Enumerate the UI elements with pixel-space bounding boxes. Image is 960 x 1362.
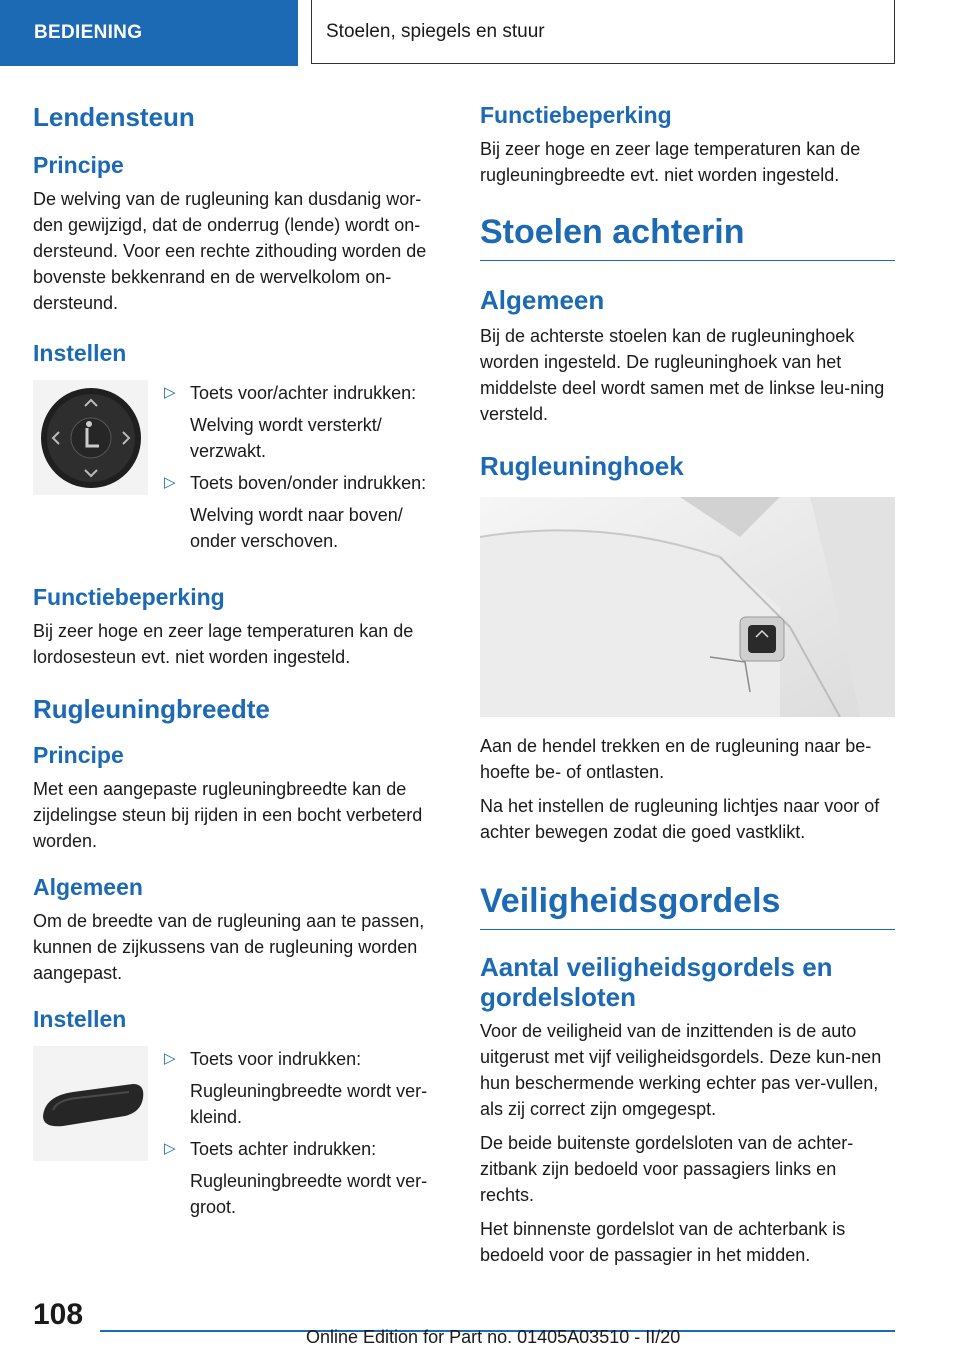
subsection-title-instellen: Instellen [33, 340, 127, 366]
instellen-lendensteun [33, 380, 447, 560]
right-column [480, 100, 895, 1276]
step-action: Toets boven/onder indrukken: [190, 473, 427, 493]
step-action: Toets voor indrukken: [190, 1049, 362, 1069]
instellen-steps-2 [162, 1046, 447, 1226]
subsection-title-instellen-2: Instellen [33, 1006, 127, 1032]
page-header [0, 0, 960, 66]
width-switch-icon [33, 1046, 148, 1161]
paragraph-hoek-2: Na het instellen de rugleuning lichtjes naar voor of achter bewegen zodat die goed vastklikt. [480, 796, 880, 842]
subsection-title-functiebeperking: Functiebeperking [33, 584, 225, 610]
paragraph-algemeen: Om de breedte van de rugleuning aan te passen, kunnen de zijkussens van de rugleuning worden aangepast. [33, 911, 425, 983]
subsection-title-algemeen-2: Algemeen [480, 285, 605, 315]
paragraph-functiebeperking: Bij zeer hoge en zeer lage temperaturen kan de lordosesteun evt. niet worden ingesteld. [33, 621, 414, 667]
triangle-bullet-icon: ▷ [164, 384, 176, 401]
paragraph-functiebeperking-2: Bij zeer hoge en zeer lage temperaturen kan de rugleuningbreedte evt. niet worden ingesteld. [480, 139, 861, 185]
step-result: Rugleuningbreedte wordt ver‐kleind. [190, 1081, 428, 1127]
step-action: Toets achter indrukken: [190, 1139, 377, 1159]
section-title-lendensteun: Lendensteun [33, 102, 195, 132]
paragraph-algemeen-2: Bij de achterste stoelen kan de rugleuninghoek worden ingesteld. De rugleuninghoek van het middelste deel wordt samen met de linkse leu‐ning versteld. [480, 326, 885, 424]
instellen-rugleuningbreedte [33, 1046, 447, 1226]
triangle-bullet-icon: ▷ [164, 1140, 176, 1157]
footer-edition: Online Edition for Part no. 01405A03510 - II/20 [306, 1327, 681, 1347]
subsection-title-functiebeperking-2: Functiebeperking [480, 102, 672, 128]
step-result: Welving wordt naar boven/ onder verschoven. [190, 505, 403, 551]
step-action: Toets voor/achter indrukken: [190, 383, 417, 403]
step-result: Rugleuningbreedte wordt ver‐groot. [190, 1171, 428, 1217]
subsection-title-aantal: Aantal veiligheidsgordels en gordelsloten [480, 952, 833, 1012]
width-switch-image [33, 1046, 148, 1161]
subsection-title-principe: Principe [33, 152, 124, 178]
chapter-tab: Stoelen, spiegels en stuur [311, 0, 895, 64]
paragraph-principe-2: Met een aangepaste rugleuningbreedte kan de zijdelingse steun bij rijden in een bocht verbeterd worden. [33, 779, 423, 851]
list-item [162, 380, 447, 464]
rear-seat-lever-photo [480, 497, 895, 717]
paragraph-aantal-3: Het binnenste gordelslot van de achterbank is bedoeld voor de passagier in het midden. [480, 1219, 846, 1265]
paragraph-hoek-1: Aan de hendel trekken en de rugleuning naar be‐hoefte be- of ontlasten. [480, 736, 872, 782]
step-result: Welving wordt versterkt/ verzwakt. [190, 415, 382, 461]
triangle-bullet-icon: ▷ [164, 474, 176, 491]
list-item [162, 1136, 447, 1220]
lumbar-switch-image [33, 380, 148, 495]
page-number: 108 [33, 1298, 84, 1331]
section-title-veiligheidsgordels: Veiligheidsgordels [480, 879, 895, 930]
subsection-title-algemeen: Algemeen [33, 874, 143, 900]
paragraph-principe: De welving van de rugleuning kan dusdanig wor‐den gewijzigd, dat de onderrug (lende) wordt on‐dersteund. Voor een rechte zithouding worden de bovenste bekkenrand en de wervelkolom on‐dersteund. [33, 189, 427, 313]
seat-lever-illustration [480, 497, 895, 717]
left-column [33, 100, 447, 1226]
paragraph-aantal-1: Voor de veiligheid van de inzittenden is de auto uitgerust met vijf veiligheidsgordels. Deze kun‐nen hun beschermende werking echter pas ver‐vullen, als zij correct zijn omgegespt. [480, 1021, 882, 1119]
list-item [162, 1046, 447, 1130]
subsection-title-rugleuninghoek: Rugleuninghoek [480, 451, 684, 481]
lumbar-switch-icon [33, 380, 148, 495]
section-tab: BEDIENING [0, 0, 298, 66]
instellen-steps [162, 380, 447, 560]
paragraph-aantal-2: De beide buitenste gordelsloten van de achter‐zitbank zijn bedoeld voor passagiers links en rechts. [480, 1133, 854, 1205]
subsection-title-principe-2: Principe [33, 742, 124, 768]
section-title-rugleuningbreedte: Rugleuningbreedte [33, 694, 270, 724]
list-item [162, 470, 447, 554]
section-title-stoelen-achterin: Stoelen achterin [480, 210, 895, 261]
triangle-bullet-icon: ▷ [164, 1050, 176, 1067]
